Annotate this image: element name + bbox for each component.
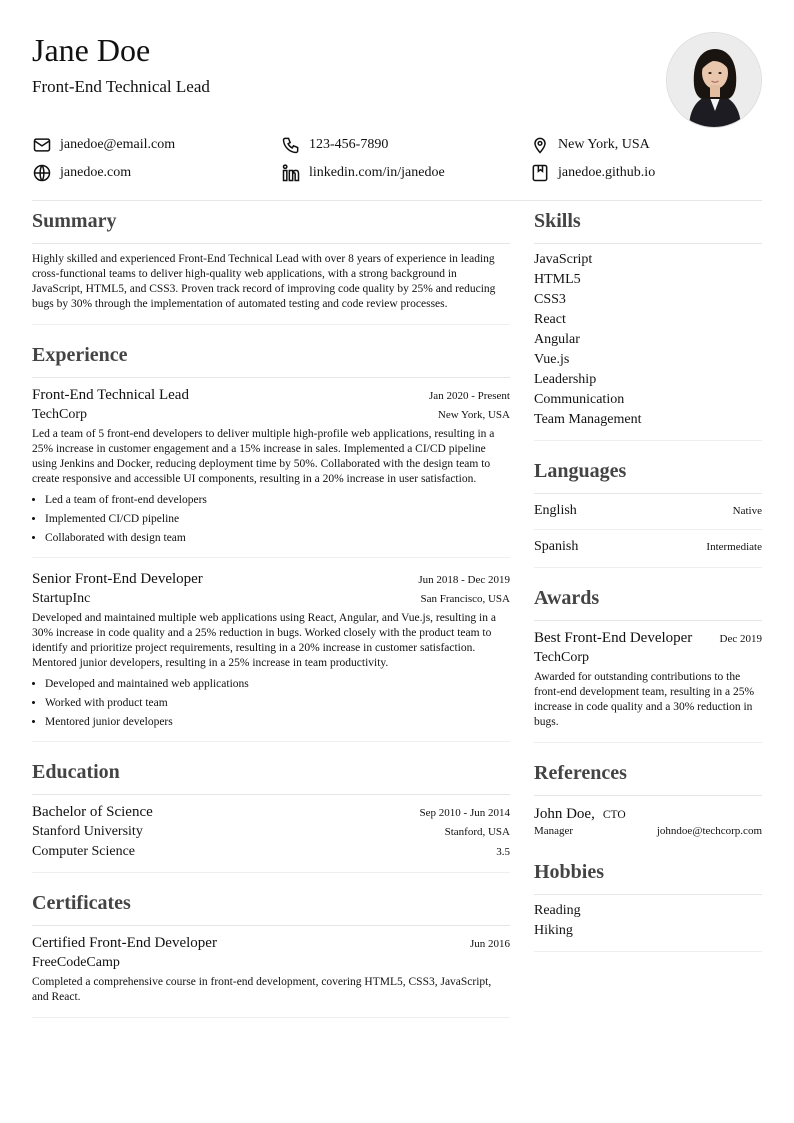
certificate-name: Certified Front-End Developer [32,935,217,951]
language-name: Spanish [534,539,579,554]
list-item: • Developed and maintained web applications [45,675,510,694]
section-divider [32,872,510,873]
section-divider [534,567,762,568]
education-section [32,751,510,873]
job-bullets [32,491,510,548]
experience-item [32,558,510,732]
skill-item: CSS3 [534,292,566,307]
globe-icon [32,163,52,183]
summary-heading: Summary [32,200,510,244]
profile-photo [666,32,762,128]
mail-icon [32,135,52,155]
linkedin-text: linkedin.com/in/janedoe [309,165,445,180]
awards-section [534,577,762,743]
section-divider [32,1017,510,1018]
language-level: Native [732,505,762,517]
contact-github[interactable] [530,163,655,183]
certificate-issuer: FreeCodeCamp [32,955,120,970]
hobbies-heading: Hobbies [534,851,762,895]
skill-item: HTML5 [534,272,581,287]
job-location: San Francisco, USA [420,593,510,605]
award-org: TechCorp [534,650,590,665]
list-item: • Led a team of front-end developers [45,491,510,510]
job-company: StartupInc [32,591,91,606]
job-company: TechCorp [32,407,88,422]
language-item [534,494,762,530]
phone-icon [281,135,301,155]
job-role: Senior Front-End Developer [32,571,203,587]
skill-item: Leadership [534,372,597,387]
job-description: Led a team of 5 front-end developers to deliver multiple high-profile web applications, resulting in a 25% increase in customer engagement and a 15% increase in sales. Implemented a CI/CD pipeline using Jenkins and Docker, reducing deployment time by 50%. Collaborated with the design team to create responsive and accessible UI components, resulting in a 20% increase in user satisfaction. [32,428,495,485]
list-item: • Worked with product team [45,694,510,713]
awards-heading: Awards [534,577,762,621]
linkedin-icon [281,163,301,183]
certificate-date: Jun 2016 [469,938,510,950]
contact-website[interactable] [32,163,131,183]
reference-name: John Doe, [534,806,595,822]
school: Stanford University [32,824,143,839]
reference-email[interactable]: johndoe@techcorp.com [656,825,762,837]
school-location: Stanford, USA [444,826,510,838]
degree: Bachelor of Science [32,804,153,820]
reference-relation: Manager [534,825,574,837]
hobby-item: Reading [534,903,581,918]
reference-title: CTO [602,809,626,821]
contact-location [530,135,650,155]
references-section [534,752,762,851]
skill-item: Vue.js [534,352,570,367]
hobbies-section [534,851,762,952]
list-item: • Mentored junior developers [45,713,510,732]
list-item: • Implemented CI/CD pipeline [45,510,510,529]
job-description: Developed and maintained multiple web applications using React, Angular, and Vue.js, resulting in a 30% increase in code quality and a 25% reduction in bugs. Worked closely with the product team to identify and prioritize project requirements, resulting in a 20% increase in customer satisfaction. Mentored junior developers, resulting in a 25% increase in team productivity. [32,612,496,669]
job-role: Front-End Technical Lead [32,387,189,403]
section-divider [32,741,510,742]
candidate-name: Jane Doe [32,32,151,68]
experience-section [32,334,510,742]
map-pin-icon [530,135,550,155]
email-text: janedoe@email.com [60,137,176,152]
section-divider [32,324,510,325]
job-location: New York, USA [437,409,510,421]
award-date: Dec 2019 [719,633,762,645]
contact-email[interactable] [32,135,175,155]
summary-section [32,200,510,325]
certificates-section [32,882,510,1018]
candidate-title: Front-End Technical Lead [32,77,210,96]
summary-text: Highly skilled and experienced Front-End Technical Lead with over 8 years of experience in leading cross-functional teams to deliver high-quality web applications, with a strong background in JavaScript, HTML5, and CSS3. Proven track record of improving code quality by 25% and reducing bugs by 30% through the implementation of automated testing and code review processes. [32,253,496,310]
github-text: janedoe.github.io [558,165,656,180]
language-name: English [534,503,577,518]
skill-item: Team Management [534,412,642,427]
references-heading: References [534,752,762,796]
language-item [534,530,762,567]
left-column [32,200,510,1018]
experience-heading: Experience [32,334,510,378]
gpa: 3.5 [496,846,510,858]
location-text: New York, USA [558,137,650,152]
hobby-item: Hiking [534,923,573,938]
skills-heading: Skills [534,200,762,244]
section-divider [534,951,762,952]
job-dates: Jun 2018 - Dec 2019 [418,574,510,586]
skill-item: Angular [534,332,580,347]
contact-linkedin[interactable] [281,163,445,183]
language-level: Intermediate [706,541,762,553]
job-bullets [32,675,510,732]
education-heading: Education [32,751,510,795]
certificates-heading: Certificates [32,882,510,926]
field-of-study: Computer Science [32,844,136,859]
list-item: • Collaborated with design team [45,529,510,548]
bookmark-icon [530,163,550,183]
section-divider [534,742,762,743]
contact-phone[interactable] [281,135,388,155]
skill-item: JavaScript [534,252,593,267]
languages-heading: Languages [534,450,762,494]
phone-text: 123-456-7890 [309,137,389,152]
skill-item: Communication [534,392,625,407]
certificate-description: Completed a comprehensive course in front-end development, covering HTML5, CSS3, JavaScript, and React. [32,976,492,1003]
right-column [534,200,762,952]
website-text: janedoe.com [60,165,132,180]
experience-item [32,378,510,548]
person-photo-icon [667,33,762,128]
skill-item: React [534,312,566,327]
award-title: Best Front-End Developer [534,630,693,646]
award-description: Awarded for outstanding contributions to the front-end development team, resulting in a 25% increase in code quality and a 30% reduction in bugs. [534,671,755,728]
job-dates: Jan 2020 - Present [429,390,510,402]
section-divider [534,440,762,441]
skills-section [534,200,762,441]
education-dates: Sep 2010 - Jun 2014 [419,807,510,819]
languages-section [534,450,762,568]
